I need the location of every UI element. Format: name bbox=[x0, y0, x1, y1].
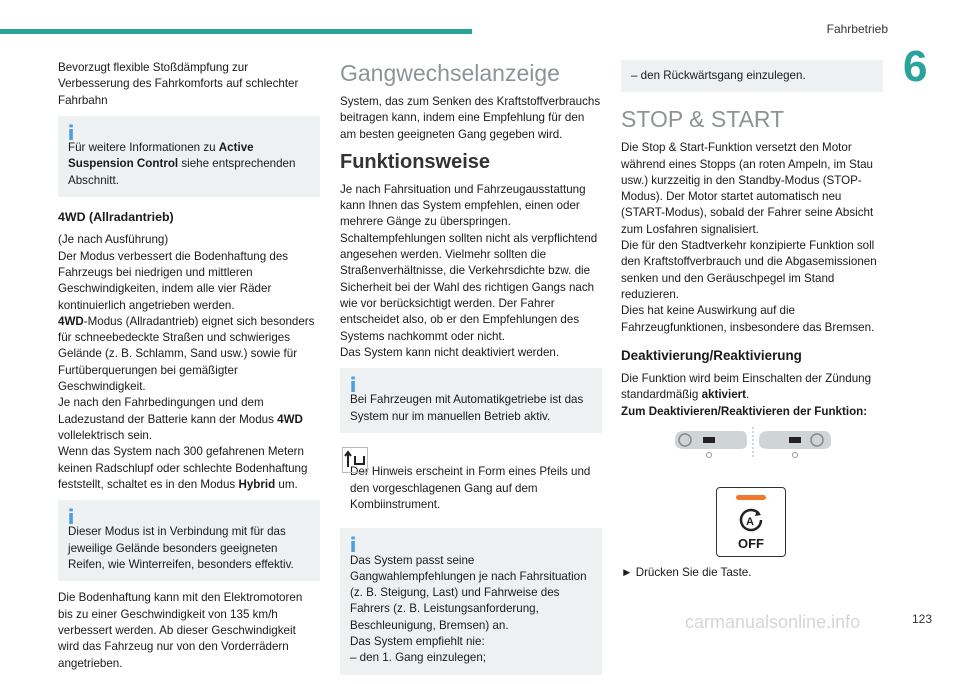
subheading-deaktivierung: Deaktivierung/Reaktivierung bbox=[621, 347, 802, 363]
subheading-funktionsweise: Funktionsweise bbox=[340, 150, 491, 173]
auto-stop-start-icon bbox=[737, 506, 765, 534]
header-accent-bar bbox=[0, 29, 472, 34]
chapter-number: 6 bbox=[903, 42, 928, 91]
illustration bbox=[621, 427, 883, 552]
paragraph: System, das zum Senken des Kraftstoffverbrauchs beitragen kann, indem eine Empfehlung für den am besten geeigneten Gang gegeben wird. bbox=[340, 95, 601, 141]
column-2 bbox=[340, 60, 602, 684]
gear-indicator-note: Der Hinweis erscheint in Form eines Pfeils und den vorgeschlagenen Gang auf dem Kombiinstrument. bbox=[340, 442, 602, 519]
status-led bbox=[736, 495, 766, 500]
svg-text:A: A bbox=[746, 516, 754, 529]
info-icon: i bbox=[67, 505, 75, 530]
paragraph: Wenn das System nach 300 gefahrenen Metern keinen Radschlupf oder schlechte Bodenhaftung feststellt, schaltet es in den Modus Hybrid um. bbox=[58, 445, 308, 491]
column-3 bbox=[621, 60, 883, 588]
info-note-continued: – den Rückwärtsgang einzulegen. bbox=[621, 60, 883, 92]
instruction-bullet: ► Drücken Sie die Taste. bbox=[621, 566, 752, 580]
subheading-4wd: 4WD (Allradantrieb) bbox=[58, 210, 174, 225]
paragraph: Je nach Fahrsituation und Fahrzeugausstattung kann Ihnen das System empfehlen, einen oder mehrere Gänge zu überspringen. Schaltempfehlungen sollten nicht als verpflichtend angesehen werden. Vielmehr sollten die Straßenverhältnisse, die Verkehrsdichte bzw. die Sicherheit bei der Wahl des richtigen Gangs nach wie vor berücksichtigt werden. Der Fahrer entscheidet also, ob er den Empfehlungen des Systems nachkommt oder nicht. Das System kann nicht deaktiviert werden. bbox=[340, 182, 598, 359]
off-label: OFF bbox=[738, 536, 764, 552]
section-heading: STOP & START bbox=[621, 106, 785, 133]
info-note: i Für weitere Informationen zu Active Suspension Control siehe entsprechenden Abschnitt. bbox=[58, 116, 320, 197]
paragraph: Bevorzugt flexible Stoßdämpfung zur Verbesserung des Fahrkomforts auf schlechter Fahrbahn bbox=[58, 61, 299, 107]
paragraph: Die Bodenhaftung kann mit den Elektromotoren bis zu einer Geschwindigkeit von 135 km/h verbessert werden. Ab dieser Geschwindigkeit wird das Fahrzeug nur von den Vorderrädern angetrieben. bbox=[58, 591, 303, 670]
dashboard-illustration bbox=[673, 427, 833, 467]
paragraph: Zum Deaktivieren/Reaktivieren der Funktion: bbox=[621, 404, 868, 418]
column-1 bbox=[58, 60, 320, 679]
gear-shift-arrow-icon bbox=[342, 447, 368, 473]
paragraph: Die Stop & Start-Funktion versetzt den Motor während eines Stopps (an roten Ampeln, im Stau usw.) kurzzeitig in den Standby-Modus (STOP-Modus). Der Motor startet automatisch neu (START-Modus), sobald der Fahrer seine Absicht zum Losfahren signalisiert. Die für den Stadtverkehr konzipierte Funktion soll den Kraftstoffverbrauch und die Abgasemissionen senken und den Geräuschpegel im Stand reduzieren. Dies hat keine Auswirkung auf die Fahrzeugfunktionen, insbesondere das Bremsen. bbox=[621, 141, 877, 334]
watermark: carmanualsonline.info bbox=[685, 612, 861, 632]
info-note: i Bei Fahrzeugen mit Automatikgetriebe ist das System nur im manuellen Betrieb aktiv. bbox=[340, 368, 602, 433]
info-note: i Dieser Modus ist in Verbindung mit für das jeweilige Gelände besonders geeigneten Reifen, wie Winterreifen, besonders effektiv. bbox=[58, 500, 320, 581]
paragraph: 4WD-Modus (Allradantrieb) eignet sich besonders für schneebedeckte Straßen und schwieriges Gelände (z. B. Schlamm, Sand usw.) sowie für Furtüberquerungen bei gemäßigter Geschwindigkeit. bbox=[58, 314, 315, 394]
section-title: Fahrbetrieb bbox=[826, 22, 888, 36]
stop-start-off-button[interactable] bbox=[716, 487, 786, 557]
page-number: 123 bbox=[912, 612, 933, 626]
paragraph: (Je nach Ausführung) Der Modus verbessert die Bodenhaftung des Fahrzeugs bei niedrigen und mittleren Geschwindigkeiten, indem alle vier Räder kontinuierlich angetrieben werden. bbox=[58, 233, 289, 312]
info-note: i Das System passt seine Gangwahlempfehlungen je nach Fahrsituation (z. B. Steigung, Last) und Fahrweise des Fahrers (z. B. Leistungsanforderung, Beschleunigung, Bremsen) an. Das System empfiehlt nie: – den 1. Gang einzulegen; bbox=[340, 528, 602, 674]
paragraph: Die Funktion wird beim Einschalten der Zündung standardmäßig aktiviert. bbox=[621, 372, 872, 402]
section-heading: Gangwechselanzeige bbox=[340, 60, 560, 86]
info-icon: i bbox=[349, 373, 357, 398]
paragraph: Je nach den Fahrbedingungen und dem Ladezustand der Batterie kann der Modus 4WD vollelektrisch sein. bbox=[58, 396, 303, 442]
info-icon: i bbox=[67, 120, 75, 145]
info-icon: i bbox=[349, 533, 357, 558]
